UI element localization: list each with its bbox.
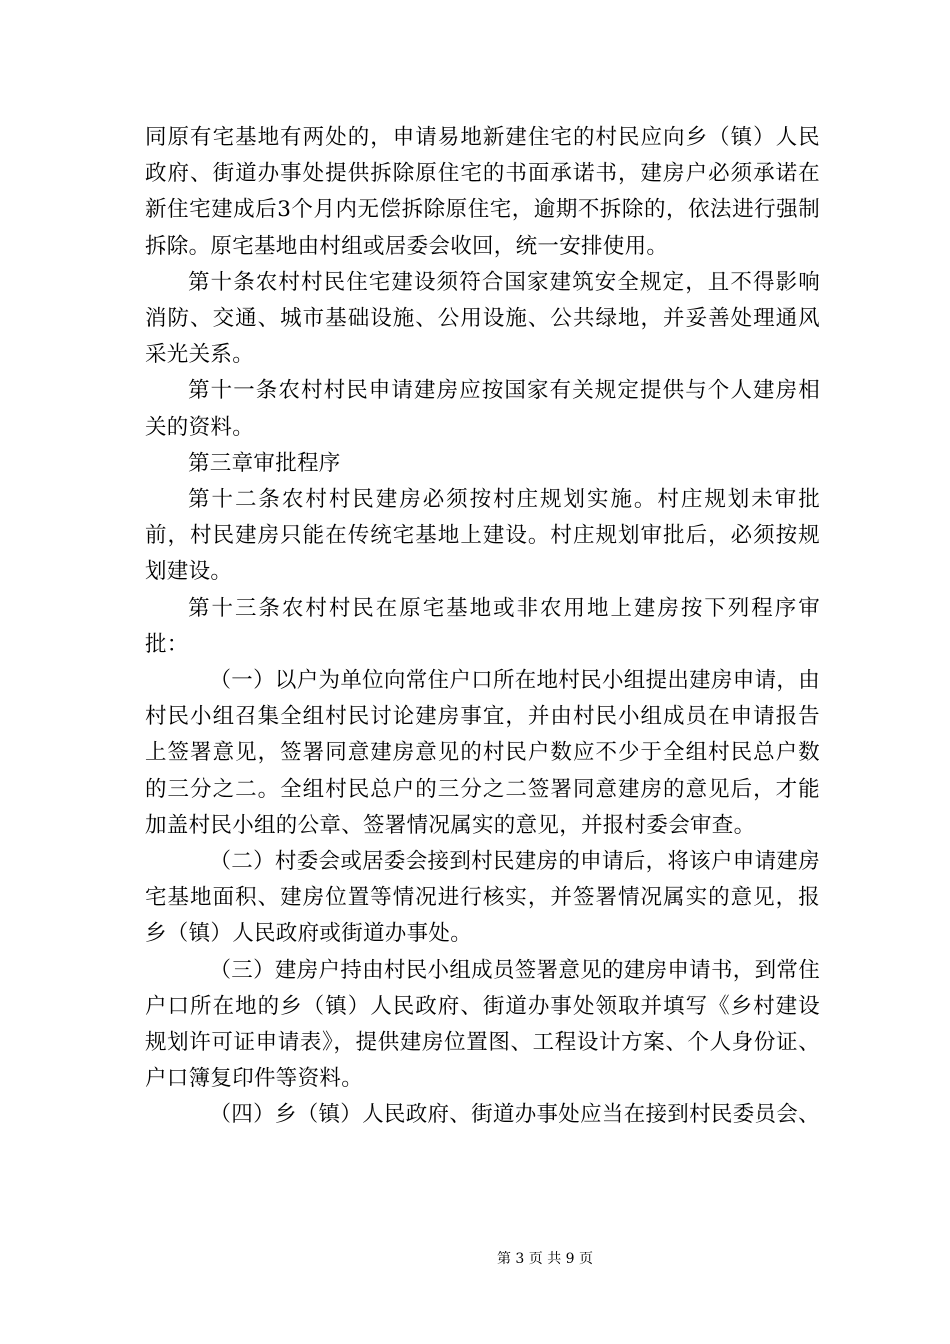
paragraph-article-12: 第十二条农村村民建房必须按村庄规划实施。村庄规划未审批前，村民建房只能在传统宅基地上建设。村庄规划审批后，必须按规划建设。 (145, 487, 820, 585)
paragraph-article-10: 第十条农村村民住宅建设须符合国家建筑安全规定，且不得影响消防、交通、城市基础设施、公用设施、公共绿地，并妥善处理通风采光关系。 (145, 269, 820, 368)
paragraph-continuation: 同原有宅基地有两处的，申请易地新建住宅的村民应向乡（镇）人民政府、街道办事处提供拆除原住宅的书面承诺书，建房户必须承诺在新住宅建成后3个月内无偿拆除原住宅，逾期不拆除的，依法进行强制拆除。原宅基地由村组或居委会收回，统一安排使用。 (145, 125, 820, 259)
chapter-heading: 第三章审批程序 (188, 450, 341, 476)
page-footer (0, 1250, 950, 1268)
paragraph-article-11: 第十一条农村村民申请建房应按国家有关规定提供与个人建房相关的资料。 (145, 378, 820, 440)
paragraph-article-13: 第十三条农村村民在原宅基地或非农用地上建房按下列程序审批： (145, 595, 820, 657)
page-number: 第 3 页 共 9 页 (496, 1251, 594, 1267)
paragraph-item-1: （一）以户为单位向常住户口所在地村民小组提出建房申请，由村民小组召集全组村民讨论建房事宜，并由村民小组成员在申请报告上签署意见，签署同意建房意见的村民户数应不少于全组村民总户数的三分之二。全组村民总户的三分之二签署同意建房的意见后，才能加盖村民小组的公章、签署情况属实的意见，并报村委会审查。 (145, 668, 820, 838)
document-body (145, 120, 820, 1134)
paragraph-item-3: （三）建房户持由村民小组成员签署意见的建房申请书，到常住户口所在地的乡（镇）人民政府、街道办事处领取并填写《乡村建设规划许可证申请表》，提供建房位置图、工程设计方案、个人身份证、户口簿复印件等资料。 (145, 957, 820, 1092)
paragraph-item-2: （二）村委会或居委会接到村民建房的申请后，将该户申请建房宅基地面积、建房位置等情况进行核实，并签署情况属实的意见，报乡（镇）人民政府或街道办事处。 (145, 849, 820, 947)
paragraph-item-4: （四）乡（镇）人民政府、街道办事处应当在接到村民委员会、 (209, 1102, 820, 1128)
